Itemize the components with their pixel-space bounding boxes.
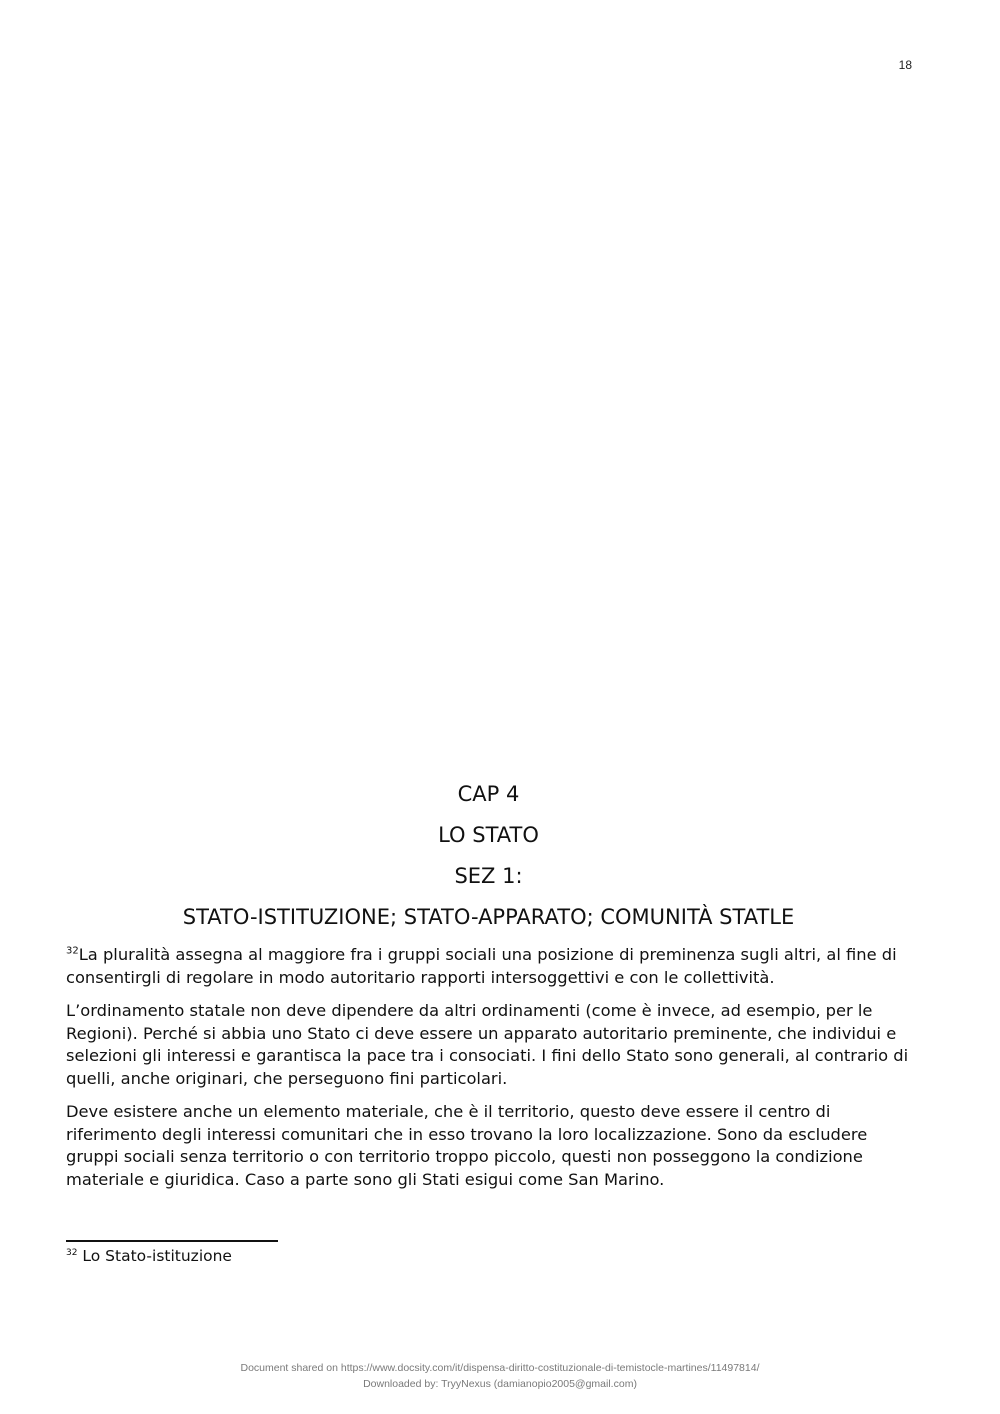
footnote-reference[interactable]: 32 bbox=[66, 945, 79, 957]
paragraph-1 bbox=[66, 944, 916, 989]
chapter-headings bbox=[66, 780, 911, 931]
footnote bbox=[66, 1246, 232, 1266]
section-subtitle: STATO-ISTITUZIONE; STATO-APPARATO; COMUNITÀ STATLE bbox=[182, 905, 795, 929]
paragraph-1-text: La pluralità assegna al maggiore fra i gruppi sociali una posizione di preminenza sugli altri, al fine di consentirgli di regolare in modo autoritario rapporti intersoggettivi e con le collettività. bbox=[66, 945, 897, 987]
footer-shared-link[interactable]: Document shared on https://www.docsity.com/it/dispensa-diritto-costituzionale-di-temistocle-martines/11497814/ bbox=[240, 1362, 760, 1374]
chapter-heading: CAP 4 bbox=[457, 782, 520, 806]
chapter-title: LO STATO bbox=[438, 823, 539, 847]
footnote-mark: 32 bbox=[66, 1247, 78, 1258]
page-number: 18 bbox=[898, 58, 912, 72]
footer-downloaded-by: Downloaded by: TryyNexus (damianopio2005@gmail.com) bbox=[363, 1378, 637, 1390]
body-text bbox=[66, 944, 916, 1202]
footnote-divider bbox=[66, 1240, 278, 1242]
paragraph-3: Deve esistere anche un elemento materiale, che è il territorio, questo deve essere il centro di riferimento degli interessi comunitari che in esso trovano la loro localizzazione. Sono da escludere gruppi sociali senza territorio o con territorio troppo piccolo, questi non posseggono la condizione materiale e giuridica. Caso a parte sono gli Stati esigui come San Marino. bbox=[66, 1102, 868, 1189]
footnote-text: Lo Stato-istituzione bbox=[82, 1247, 232, 1265]
section-heading: SEZ 1: bbox=[454, 864, 523, 888]
document-footer bbox=[0, 1360, 1000, 1392]
paragraph-2: L’ordinamento statale non deve dipendere da altri ordinamenti (come è invece, ad esempio, per le Regioni). Perché si abbia uno Stato ci deve essere un apparato autoritario preminente, che individui e selezioni gli interessi e garantisca la pace tra i consociati. I fini dello Stato sono generali, al contrario di quelli, anche originari, che perseguono fini particolari. bbox=[66, 1001, 909, 1088]
